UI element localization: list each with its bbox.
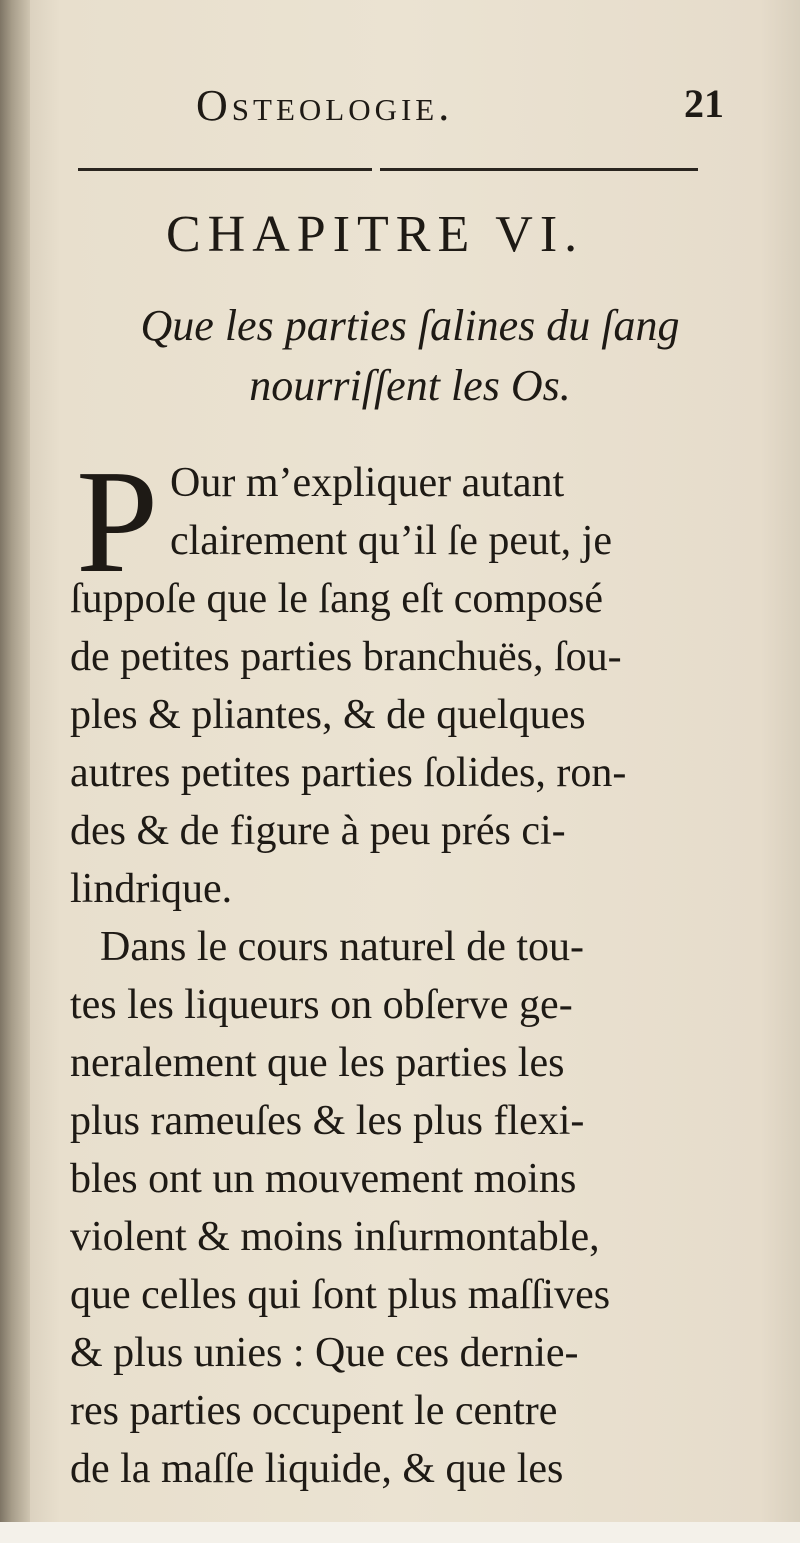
header-rule-right	[380, 168, 698, 171]
running-title: Osteologie.	[196, 81, 454, 130]
body-line: des & de figure à peu prés ci-	[70, 808, 566, 854]
page-number: 21	[684, 81, 724, 126]
body-line: de petites parties branchuës, ſou-	[70, 634, 622, 680]
body-line: Our m’expliquer autant	[170, 460, 565, 506]
drop-cap: P	[76, 440, 159, 604]
body-line: clairement qu’il ſe peut, je	[170, 518, 612, 564]
body-line: res parties occupent le centre	[70, 1388, 558, 1434]
body-line: & plus unies : Que ces dernie-	[70, 1330, 579, 1376]
body-line: que celles qui ſont plus maſſives	[70, 1272, 611, 1318]
body-line: ples & pliantes, & de quelques	[70, 692, 586, 738]
page-bottom-edge	[0, 1522, 800, 1543]
body-line: ſuppoſe que le ſang eſt composé	[70, 576, 604, 622]
body-line: violent & moins inſurmontable,	[70, 1214, 600, 1260]
page-gutter	[0, 0, 30, 1543]
body-line: tes les liqueurs on obſerve ge-	[70, 982, 573, 1028]
body-line: autres petites parties ſolides, ron-	[70, 750, 627, 796]
chapter-heading: CHAPITRE VI.	[166, 206, 585, 263]
chapter-subtitle-line-2: nourriſſent les Os.	[249, 361, 571, 410]
body-line: bles ont un mouvement moins	[70, 1156, 577, 1202]
body-line: neralement que les parties les	[70, 1040, 565, 1086]
chapter-subtitle-line-1: Que les parties ſalines du ſang	[140, 301, 680, 350]
header-rule-left	[78, 168, 372, 171]
body-line: plus rameuſes & les plus flexi-	[70, 1098, 585, 1144]
body-line: de la maſſe liquide, & que les	[70, 1446, 564, 1492]
body-line: lindrique.	[70, 866, 233, 912]
body-line: Dans le cours naturel de tou-	[100, 924, 585, 970]
